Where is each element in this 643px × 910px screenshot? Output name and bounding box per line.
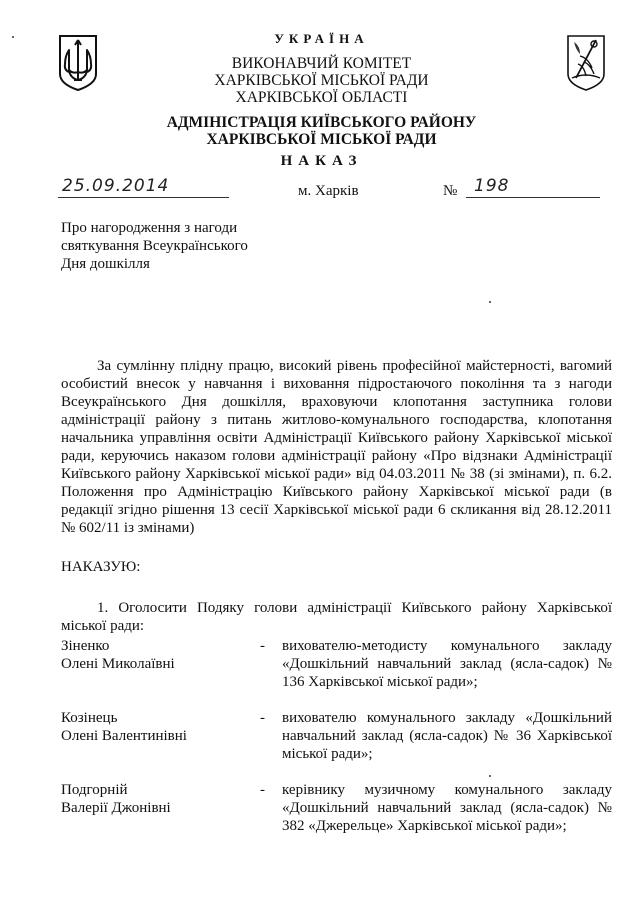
- awardee-surname: Подгорній: [61, 782, 128, 798]
- awardee-given-name: Олені Валентинівні: [61, 728, 187, 744]
- order-number: 198: [474, 176, 510, 196]
- country-name: УКРАЇНА: [274, 31, 369, 46]
- org-line-2: ХАРКІВСЬКОЇ МІСЬКОЇ РАДИ: [214, 72, 429, 89]
- awardee-given-name: Валерії Джонівні: [61, 800, 171, 816]
- administration-line-1: АДМІНІСТРАЦІЯ КИЇВСЬКОГО РАЙОНУ: [166, 114, 477, 131]
- document-type: НАКАЗ: [280, 153, 363, 169]
- scan-speck: [489, 775, 491, 777]
- org-line-1: ВИКОНАВЧИЙ КОМІТЕТ: [231, 55, 412, 72]
- subject-line: Дня дошкілля: [61, 256, 150, 272]
- awardee-dash: -: [260, 710, 265, 726]
- preamble-text: За сумлінну плідну працю, високий рівень професійної майстерності, вагомий особистий внесок у навчання і виховання підростаючого покоління та з нагоди Всеукраїнського Дня дошкілля, враховуючи клопотання заступника голови адміністрації району з питань житлово-комунального господарства, клопотання начальника управління освіти Адміністрації Київського району Харківської міської ради, керуючись наказом голови адміністрації району «Про відзнаки Адміністрації Київського району Харківської міської ради» від 04.03.2011 № 38 (зі змінами), п. 6.2. Положення про Адміністрацію Київського району Харківської міської ради (в редакції згідно рішення 13 сесії Харківської міської ради 6 скликання від 28.12.2011 № 602/11 із змінами): [61, 358, 612, 536]
- order-date: 25.09.2014: [62, 176, 170, 196]
- number-sign: №: [443, 183, 458, 199]
- order-item-1: [61, 599, 612, 635]
- awardee-name: [61, 637, 261, 673]
- scan-speck: [12, 36, 14, 38]
- awardee-dash: -: [260, 782, 265, 798]
- order-subject: [61, 219, 321, 273]
- awardee-surname: Зіненко: [61, 638, 110, 654]
- date-underline: [58, 197, 229, 198]
- awardee-name: [61, 709, 261, 745]
- subject-line: Про нагородження з нагоди: [61, 220, 238, 236]
- awardee-description: вихователю комунального закладу «Дошкільний навчальний заклад (ясла-садок) № 36 Харківської міської ради»;: [282, 710, 612, 762]
- scan-speck: [489, 301, 491, 303]
- preamble-paragraph: [61, 357, 612, 537]
- awardee-dash: -: [260, 638, 265, 654]
- order-item-1-text: 1. Оголосити Подяку голови адміністрації Київського району Харківської міської ради:: [61, 600, 612, 634]
- city-label: м. Харків: [298, 183, 359, 199]
- subject-line: святкування Всеукраїнського: [61, 238, 248, 254]
- awardee-description: керівнику музичному комунального закладу «Дошкільний навчальний заклад (ясла-садок) № 382 «Джерельце» Харківської міської ради»;: [282, 782, 612, 834]
- awardee-description: вихователю-методисту комунального закладу «Дошкільний навчальний заклад (ясла-садок) № 136 Харківської міської ради»;: [282, 638, 612, 690]
- order-word: НАКАЗУЮ:: [61, 559, 141, 575]
- number-underline: [466, 197, 600, 198]
- awardee-given-name: Олені Миколаївні: [61, 656, 175, 672]
- awardee-surname: Козінець: [61, 710, 118, 726]
- org-line-3: ХАРКІВСЬКОЇ ОБЛАСТІ: [235, 89, 408, 106]
- awardee-name: [61, 781, 261, 817]
- administration-line-2: ХАРКІВСЬКОЇ МІСЬКОЇ РАДИ: [206, 131, 437, 148]
